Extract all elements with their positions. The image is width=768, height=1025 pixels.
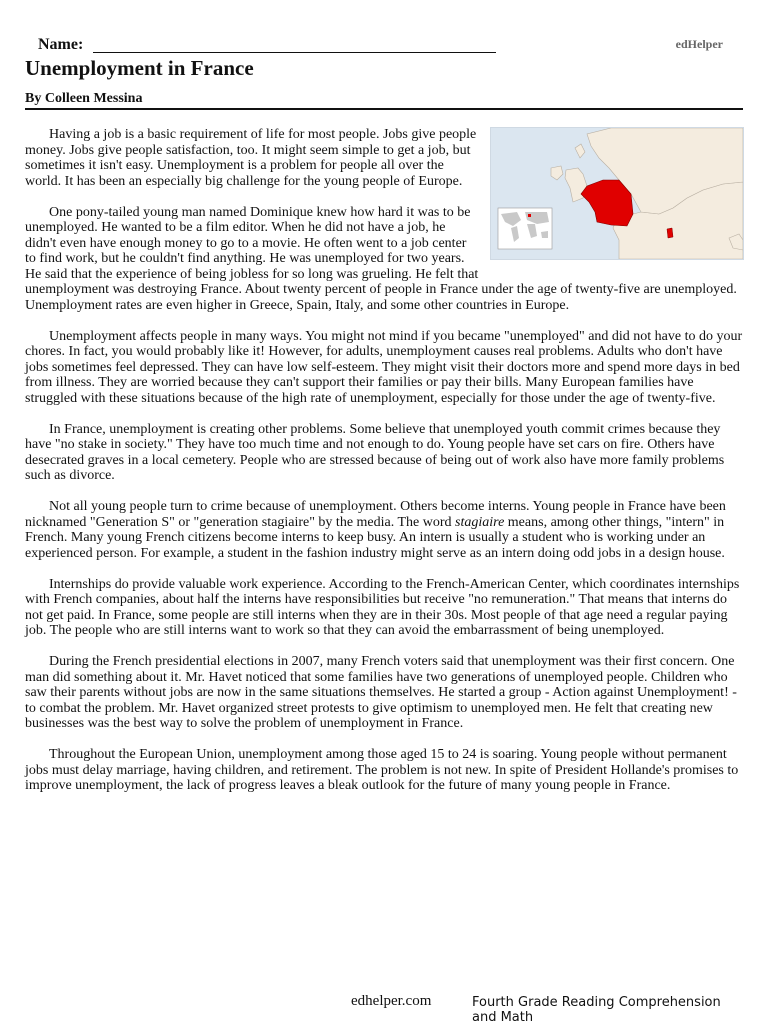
article-paragraph-5 xyxy=(25,499,743,561)
article-paragraph-4: In France, unemployment is creating other problems. Some believe that unemployed youth commit crimes because they have "no stake in society." They have too much time and not enough to do. Young people have set cars on fire. Others have desecrated graves in a local cemetery. People who are stressed because of being out of work also have more family problems such as divorce. xyxy=(25,421,725,483)
article-paragraph-2: One pony-tailed young man named Dominique knew how hard it was to be unemployed. He wanted to be a film editor. When he did not have a job, he didn't even have enough money to go to a movie. He often went to a job center to find work, but he couldn't find anything. He was unemployed for two years. He said that the experience of being jobless for so long was grueling. He felt that unemployment was destroying France. About twenty percent of people in France under the age of twenty-five are unemployed. Unemployment rates are even higher in Greece, Spain, Italy, and some other countries in Europe. xyxy=(25,204,737,313)
article-paragraph-7: During the French presidential elections in 2007, many French voters said that unemployment was their first concern. One man did something about it. Mr. Havet noticed that some families have two generations of unemployed people. Children who saw their parents without jobs are now in the same situations themselves. He started a group - Action against Unemployment! - to combat the problem. Mr. Havet organized street protests to give optimism to unemployed men. He felt that creating new businesses was the best way to solve the problem of unemployment in France. xyxy=(25,654,737,731)
article-byline: By Colleen Messina xyxy=(25,91,143,106)
france-map-image xyxy=(491,128,743,259)
article-paragraph-3: Unemployment affects people in many ways. You might not mind if you became "unemployed" and did not have to do your chores. In fact, you would probably like it! However, for adults, unemployment causes real problems. Adults who don't have jobs sometimes feel depressed. They can have low self-esteem. They might visit their doctors more and spend more days in bed from illness. They are worried because they can't support their families or pay their bills. Many European families have struggled with these situations because of the high rate of unemployment, especially for those under the age of twenty-five. xyxy=(25,328,743,406)
footer-subject: Fourth Grade Reading Comprehension and Math xyxy=(472,995,721,1025)
france-locator-map xyxy=(490,127,744,260)
article-title: Unemployment in France xyxy=(25,56,254,80)
footer-site: edhelper.com xyxy=(351,993,432,1009)
article-paragraph-1: Having a job is a basic requirement of life for most people. Jobs give people money. Jobs give people satisfaction, too. It might seem simple to get a job, but sometimes it isn't easy. Unemployment is a problem for people all over the world. It has been an especially big challenge for the young people of Europe. xyxy=(25,127,477,189)
article-paragraph-6: Internships do provide valuable work experience. According to the French-American Center, which coordinates internships with French companies, about half the interns have responsibilities but receive "no remuneration." That means that interns do not get paid. In France, some people are still interns when they are in their 30s. Most people of that age need a regular paying job. The people who are still interns want to work so that they can avoid the embarrassment of being unemployed. xyxy=(25,576,740,638)
article-paragraph-8: Throughout the European Union, unemployment among those aged 15 to 24 is soaring. Young people without permanent jobs must delay marriage, having children, and retirement. The problem is not new. In spite of President Hollande's promises to improve unemployment, the lack of progress leaves a bleak outlook for the future of many young people in France. xyxy=(25,747,739,793)
paragraph-5-italic-term: stagiaire xyxy=(455,514,505,530)
header-brand: edHelper xyxy=(675,37,723,51)
worksheet-page xyxy=(25,0,743,1024)
paragraph-5-text-after: means, among other things, "intern" in French. Many young French citizens become interns to keep busy. An intern is usually a student who is working under an experienced person. For example, a student in the fashion industry might serve as an intern doing odd jobs in a design house. xyxy=(25,514,725,561)
name-label: Name: xyxy=(38,36,84,53)
name-blank-line[interactable] xyxy=(93,52,496,53)
title-divider xyxy=(25,108,743,110)
paragraph-5-text-before: Not all young people turn to crime because of unemployment. Others become interns. Young people in France have been nicknamed "Generation S" or "generation stagiaire" by the media. The word xyxy=(25,499,726,530)
article-body xyxy=(25,127,743,809)
